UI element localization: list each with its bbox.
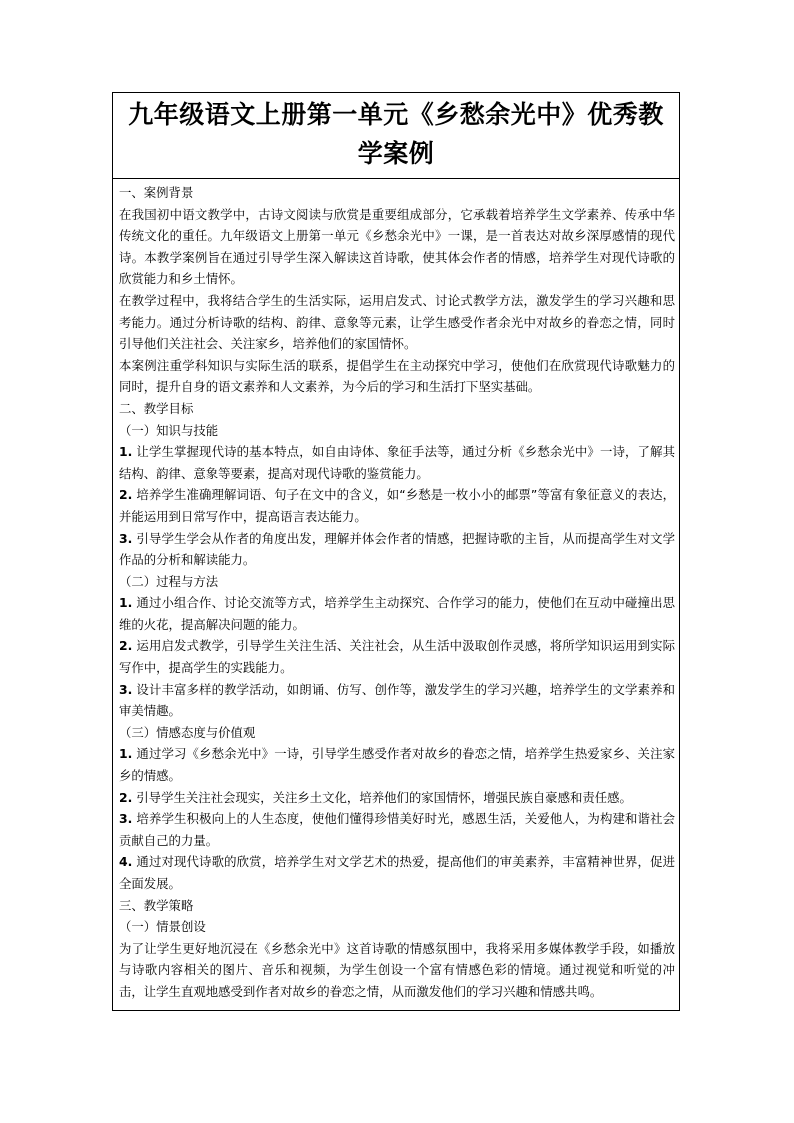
paragraph-text: （二）过程与方法	[119, 573, 219, 589]
paragraph	[119, 398, 675, 420]
paragraph-text: （一）知识与技能	[119, 422, 219, 438]
paragraph-text: 让学生掌握现代诗的基本特点，如自由诗体、象征手法等，通过分析《乡愁余光中》一诗，了解其结构、韵律、意象等要素，提高对现代诗歌的鉴赏能力。	[119, 444, 675, 481]
numbered-paragraph	[119, 808, 675, 851]
numbered-paragraph	[119, 441, 675, 484]
paragraph	[119, 895, 675, 917]
numbered-paragraph	[119, 484, 675, 527]
title-cell	[113, 93, 679, 179]
paragraph	[119, 355, 675, 398]
document-title: 九年级语文上册第一单元《乡愁余光中》优秀教学案例	[128, 100, 664, 168]
numbered-paragraph	[119, 679, 675, 722]
numbered-paragraph	[119, 592, 675, 635]
paragraph-text: （三）情感态度与价值观	[119, 724, 256, 740]
paragraph-text: 培养学生积极向上的人生态度，使他们懂得珍惜美好时光，感恩生活，关爱他人，为构建和谐社会贡献自己的力量。	[119, 811, 675, 848]
paragraph	[119, 420, 675, 442]
paragraph-text: 在我国初中语文教学中，古诗文阅读与欣赏是重要组成部分，它承载着培养学生文学素养、传承中华传统文化的重任。九年级语文上册第一单元《乡愁余光中》一课，是一首表达对故乡深厚感情的现代诗。本教学案例旨在通过引导学生深入解读这首诗歌，使其体会作者的情感，培养学生对现代诗歌的欣赏能力和乡土情怀。	[119, 206, 675, 287]
item-number: 2.	[119, 789, 133, 805]
item-number: 3.	[119, 811, 133, 827]
paragraph-text: 在教学过程中，我将结合学生的生活实际，运用启发式、讨论式教学方法，激发学生的学习兴趣和思考能力。通过分析诗歌的结构、韵律、意象等元素，让学生感受作者余光中对故乡的眷恋之情，同时引导他们关注社会、关注家乡，培养他们的家国情怀。	[119, 292, 675, 352]
paragraph	[119, 290, 675, 355]
numbered-paragraph	[119, 743, 675, 786]
item-number: 4.	[119, 854, 133, 870]
paragraph-text: 设计丰富多样的教学活动，如朗诵、仿写、创作等，激发学生的学习兴趣，培养学生的文学素养和审美情趣。	[119, 681, 675, 719]
paragraph-text: 引导学生关注社会现实，关注乡土文化，培养他们的家国情怀，增强民族自豪感和责任感。	[136, 789, 632, 805]
paragraph-text: 为了让学生更好地沉浸在《乡愁余光中》这首诗歌的情感氛围中，我将采用多媒体教学手段，如播放与诗歌内容相关的图片、音乐和视频，为学生创设一个富有情感色彩的情境。通过视觉和听觉的冲击，让学生直观地感受到作者对故乡的眷恋之情，从而激发他们的学习兴趣和情感共鸣。	[119, 940, 675, 999]
paragraph-text: （一）情景创设	[119, 919, 206, 935]
paragraph	[119, 916, 675, 938]
item-number: 1.	[119, 444, 133, 460]
item-number: 2.	[119, 487, 133, 503]
numbered-paragraph	[119, 528, 675, 571]
paragraph-text: 二、教学目标	[119, 400, 194, 416]
paragraph	[119, 182, 675, 204]
paragraph-text: 三、教学策略	[119, 897, 194, 913]
paragraph-text: 通过对现代诗歌的欣赏，培养学生对文学艺术的热爱，提高他们的审美素养，丰富精神世界，促进全面发展。	[119, 854, 675, 891]
numbered-paragraph	[119, 787, 675, 809]
document-body	[113, 179, 679, 1003]
item-number: 1.	[119, 746, 133, 762]
paragraph	[119, 571, 675, 593]
paragraph	[119, 204, 675, 290]
item-number: 3.	[119, 530, 133, 546]
item-number: 2.	[119, 638, 133, 654]
numbered-paragraph	[119, 851, 675, 894]
paragraph	[119, 938, 675, 1003]
paragraph-text: 一、案例背景	[119, 185, 194, 200]
paragraph-text: 本案例注重学科知识与实际生活的联系，提倡学生在主动探究中学习，使他们在欣赏现代诗歌魅力的同时，提升自身的语文素养和人文素养，为今后的学习和生活打下坚实基础。	[119, 357, 675, 395]
document-table	[112, 92, 680, 1011]
item-number: 1.	[119, 595, 133, 611]
paragraph-text: 通过学习《乡愁余光中》一诗，引导学生感受作者对故乡的眷恋之情，培养学生热爱家乡、关注家乡的情感。	[119, 746, 675, 784]
paragraph-text: 通过小组合作、讨论交流等方式，培养学生主动探究、合作学习的能力，使他们在互动中碰撞出思维的火花，提高解决问题的能力。	[119, 595, 675, 632]
paragraph	[119, 722, 675, 744]
paragraph-text: 运用启发式教学，引导学生关注生活、关注社会，从生活中汲取创作灵感，将所学知识运用到实际写作中，提高学生的实践能力。	[119, 638, 675, 676]
numbered-paragraph	[119, 635, 675, 678]
paragraph-text: 培养学生准确理解词语、句子在文中的含义，如“乡愁是一枚小小的邮票”等富有象征意义的表达，并能运用到日常写作中，提高语言表达能力。	[119, 487, 675, 524]
item-number: 3.	[119, 681, 133, 697]
paragraph-text: 引导学生学会从作者的角度出发，理解并体会作者的情感，把握诗歌的主旨，从而提高学生对文学作品的分析和解读能力。	[119, 530, 675, 568]
